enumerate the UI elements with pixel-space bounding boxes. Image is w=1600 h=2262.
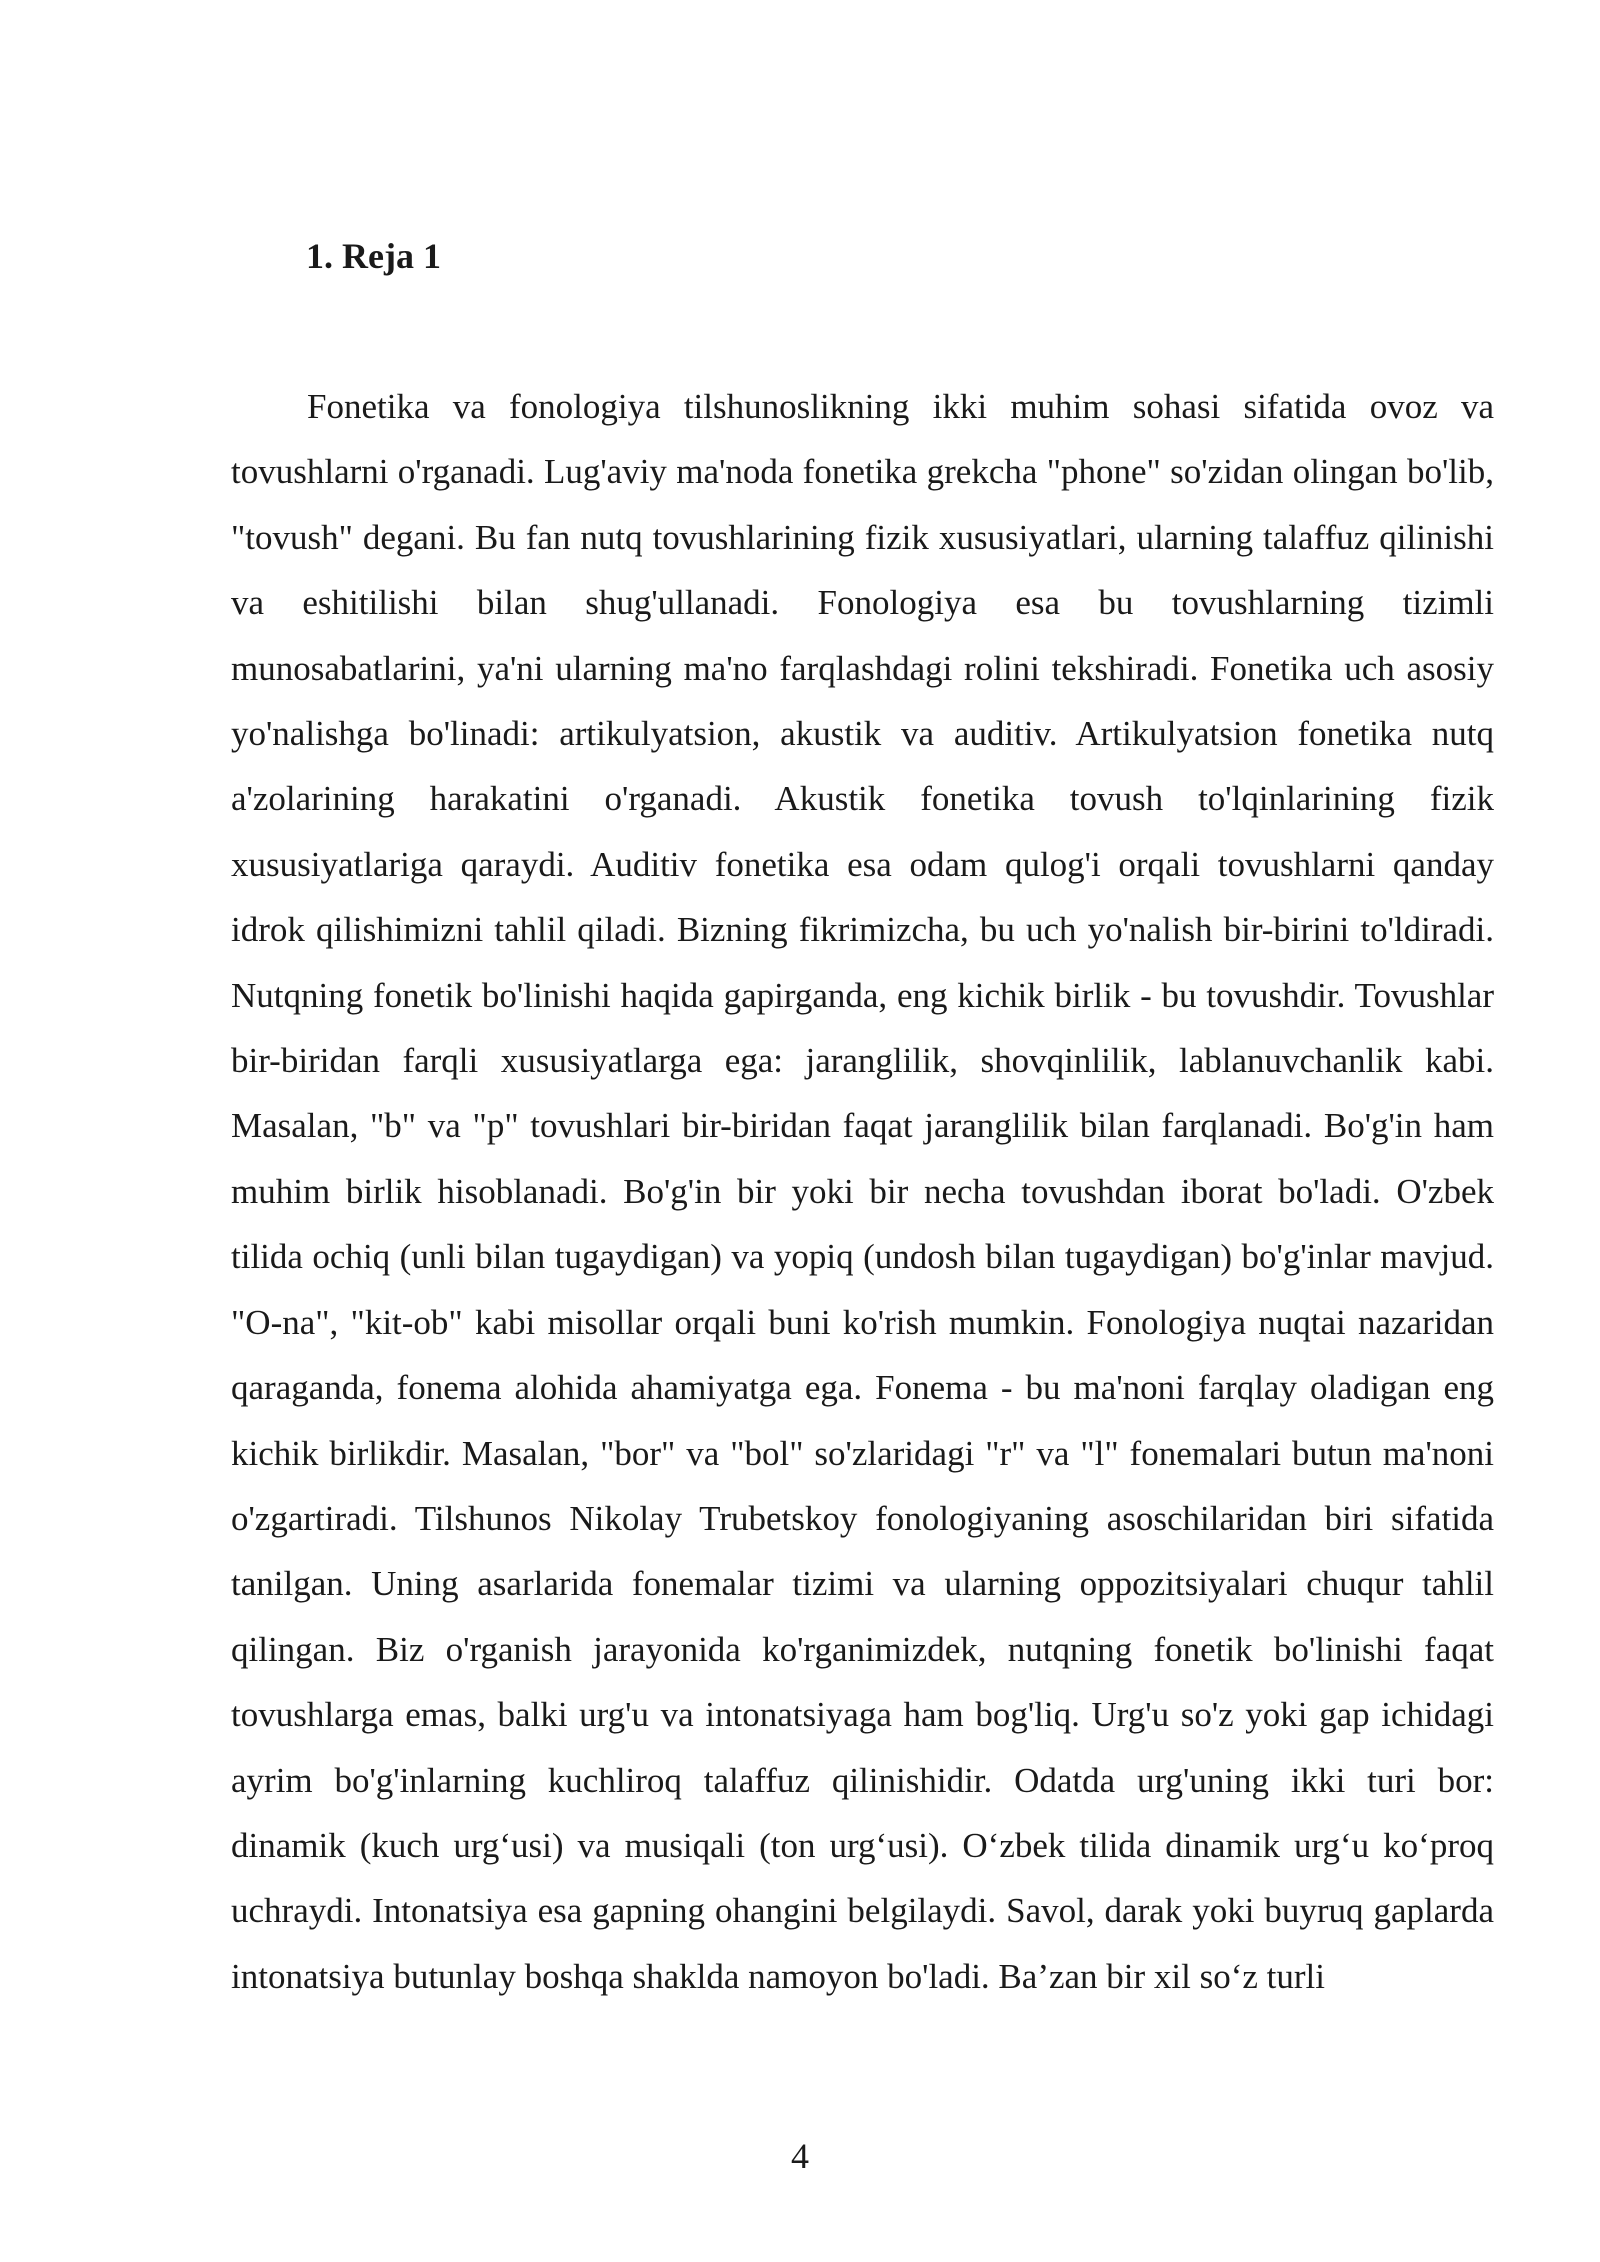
body-paragraph: Fonetika va fonologiya tilshunoslikning ikki muhim sohasi sifatida ovoz va tovushlarni o'rganadi. Lug'aviy ma'noda fonetika grekcha "phone" so'zidan olingan bo'lib, "tovush" degani. Bu fan nutq tovushlarining fizik xususiyatlari, ularning talaffuz qilinishi va eshitilishi bilan shug'ullanadi. Fonologiya esa bu tovushlarning tizimli munosabatlarini, ya'ni ularning ma'no farqlashdagi rolini tekshiradi. Fonetika uch asosiy yo'nalishga bo'linadi: artikulyatsion, akustik va auditiv. Artikulyatsion fonetika nutq a'zolarining harakatini o'rganadi. Akustik fonetika tovush to'lqinlarining fizik xususiyatlariga qaraydi. Auditiv fonetika esa odam qulog'i orqali tovushlarni qanday idrok qilishimizni tahlil qiladi. Bizning fikrimizcha, bu uch yo'nalish bir-birini to'ldiradi. Nutqning fonetik bo'linishi haqida gapirganda, eng kichik birlik - bu tovushdir. Tovushlar bir-biridan farqli xususiyatlarga ega: jaranglilik, shovqinlilik, lablanuvchanlik kabi. Masalan, "b" va "p" tovushlari bir-biridan faqat jaranglilik bilan farqlanadi. Bo'g'in ham muhim birlik hisoblanadi. Bo'g'in bir yoki bir necha tovushdan iborat bo'ladi. O'zbek tilida ochiq (unli bilan tugaydigan) va yopiq (undosh bilan tugaydigan) bo'g'inlar mavjud. "O-na", "kit-ob" kabi misollar orqali buni ko'rish mumkin. Fonologiya nuqtai nazaridan qaraganda, fonema alohida ahamiyatga ega. Fonema - bu ma'noni farqlay oladigan eng kichik birlikdir. Masalan, "bor" va "bol" so'zlaridagi "r" va "l" fonemalari butun ma'noni o'zgartiradi. Tilshunos Nikolay Trubetskoy fonologiyaning asoschilaridan biri sifatida tanilgan. Uning asarlarida fonemalar tizimi va ularning oppozitsiyalari chuqur tahlil qilingan. Biz o'rganish jarayonida ko'rganimizdek, nutqning fonetik bo'linishi faqat tovushlarga emas, balki urg'u va intonatsiyaga ham bog'liq. Urg'u so'z yoki gap ichidagi ayrim bo'g'inlarning kuchliroq talaffuz qilinishidir. Odatda urg'uning ikki turi bor: dinamik (kuch urg‘usi) va musiqali (ton urg‘usi). O‘zbek tilida dinamik urg‘u ko‘proq uchraydi. Intonatsiya esa gapning ohangini belgilaydi. Savol, darak yoki buyruq gaplarda intonatsiya butunlay boshqa shaklda namoyon bo'ladi. Ba’zan bir xil so‘z turli (231, 387, 1494, 1996)
page-number: 4 (791, 2136, 809, 2176)
section-heading: 1. Reja 1 (306, 236, 441, 276)
